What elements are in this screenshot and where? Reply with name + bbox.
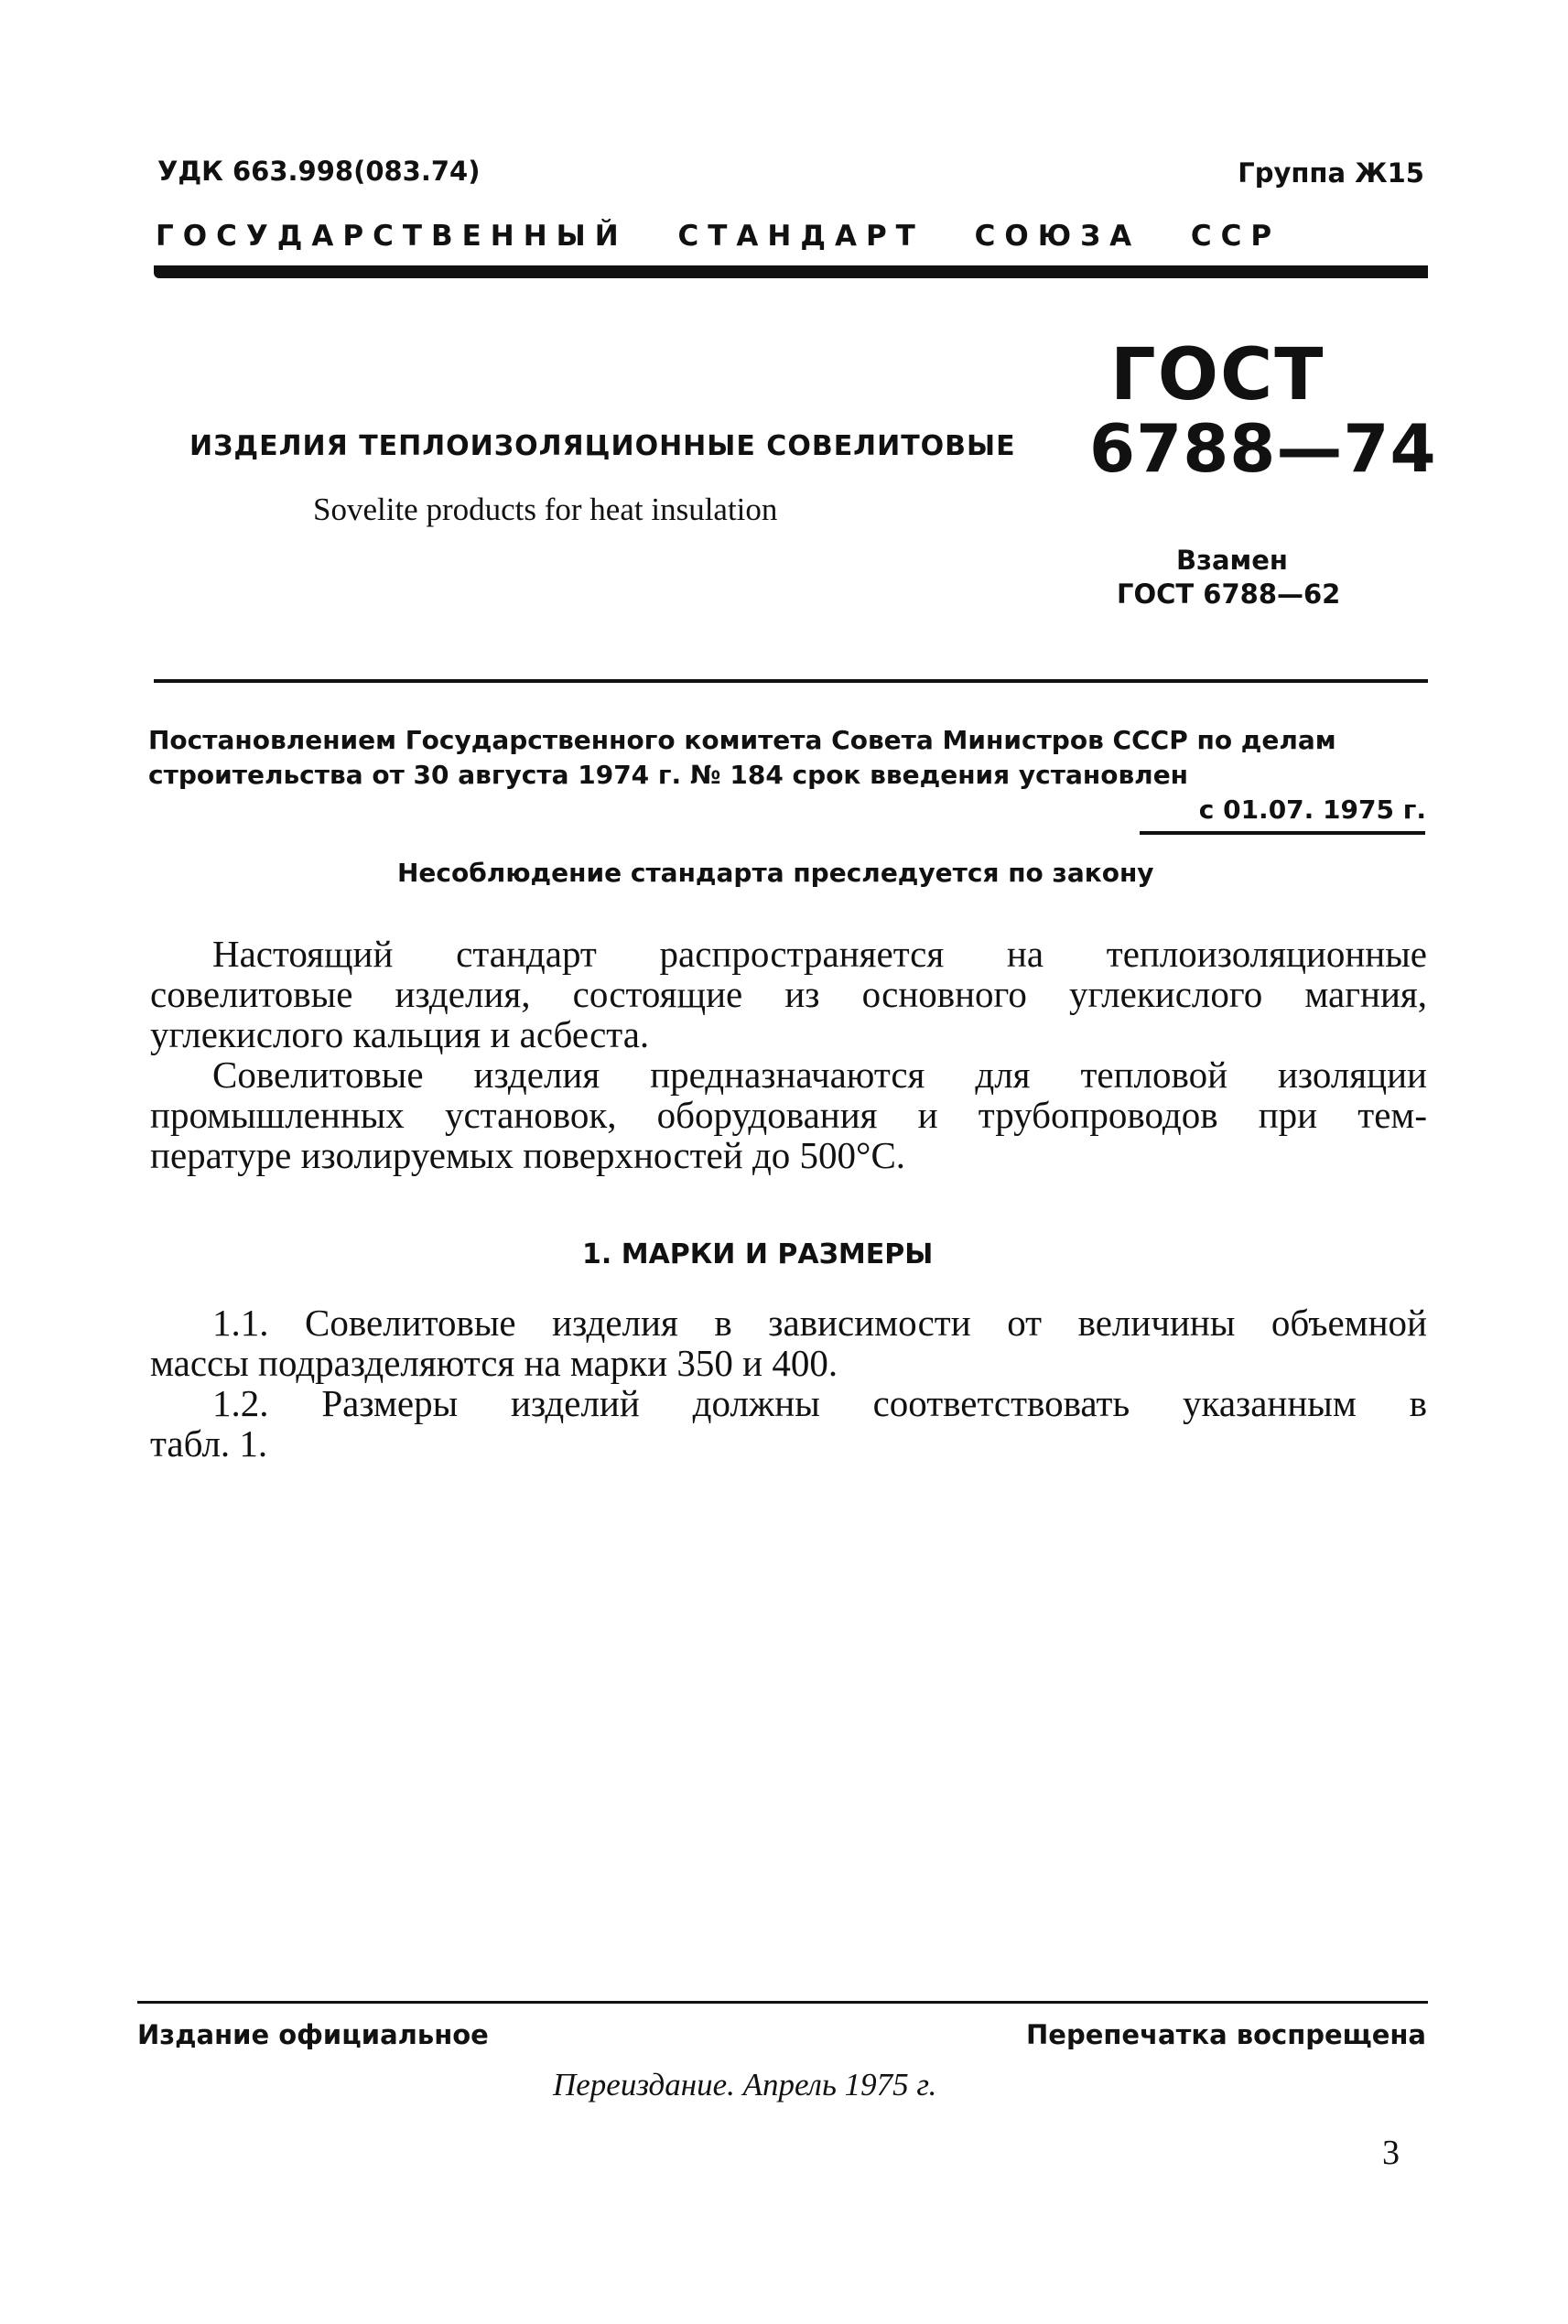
clause-1-1	[150, 1303, 1427, 1383]
footer-rule	[137, 2001, 1428, 2004]
title-english: Sovelite products for heat insulation	[313, 492, 778, 527]
paragraph-purpose	[150, 1054, 1427, 1175]
legal-notice: Несоблюдение стандарта преследуется по закону	[397, 858, 1154, 888]
paragraph-line: углекислого кальция и асбеста.	[150, 1013, 650, 1055]
paragraph-line: табл. 1.	[150, 1422, 268, 1465]
paragraph-line: Совелитовые изделия предназначаются для тепловой изоляции	[212, 1054, 1427, 1096]
replaced-gost: ГОСТ 6788—62	[1117, 578, 1341, 610]
paragraph-line: совелитовые изделия, состоящие из основного углекислого магния,	[150, 973, 1427, 1015]
effective-date-underline	[1140, 831, 1425, 835]
republication-note: Переиздание. Апрель 1975 г.	[553, 2067, 937, 2102]
page-number: 3	[1382, 2134, 1400, 2172]
paragraph-line: промышленных установок, оборудования и трубопроводов при тем-	[150, 1094, 1427, 1136]
paragraph-line: массы подразделяются на марки 350 и 400.	[150, 1342, 838, 1384]
group-code: Группа Ж15	[1238, 157, 1424, 189]
gost-label: ГОСТ	[1110, 334, 1325, 416]
paragraph-line: 1.2. Размеры изделий должны соответствовать указанным в	[212, 1382, 1427, 1424]
paragraph-line: 1.1. Совелитовые изделия в зависимости от величины объемной	[212, 1302, 1427, 1344]
reprint-forbidden: Перепечатка воспрещена	[1026, 2019, 1426, 2050]
effective-date: с 01.07. 1975 г.	[1198, 794, 1426, 825]
state-standard-heading: ГОСУДАРСТВЕННЫЙ СТАНДАРТ СОЮЗА ССР	[156, 220, 1281, 253]
title-russian: ИЗДЕЛИЯ ТЕПЛОИЗОЛЯЦИОННЫЕ СОВЕЛИТОВЫЕ	[189, 430, 1016, 462]
decree-line-1: Постановлением Государственного комитета Совета Министров СССР по делам	[148, 725, 1336, 755]
replaced-label: Взамен	[1176, 545, 1288, 576]
paragraph-line: Настоящий стандарт распространяется на теплоизоляционные	[212, 933, 1427, 975]
paragraph-scope	[150, 934, 1427, 1054]
clause-1-2	[150, 1383, 1427, 1464]
paragraph-line: пературе изолируемых поверхностей до 500°С.	[150, 1134, 906, 1176]
title-divider-rule	[154, 679, 1428, 683]
edition-official: Издание официальное	[137, 2019, 489, 2050]
header-thick-rule	[154, 265, 1428, 278]
udk-code: УДК 663.998(083.74)	[157, 156, 481, 187]
gost-number: 6788—74	[1089, 410, 1437, 487]
decree-line-2: строительства от 30 августа 1974 г. № 184 срок введения установлен	[148, 760, 1189, 790]
section-title: 1. МАРКИ И РАЗМЕРЫ	[582, 1238, 934, 1270]
